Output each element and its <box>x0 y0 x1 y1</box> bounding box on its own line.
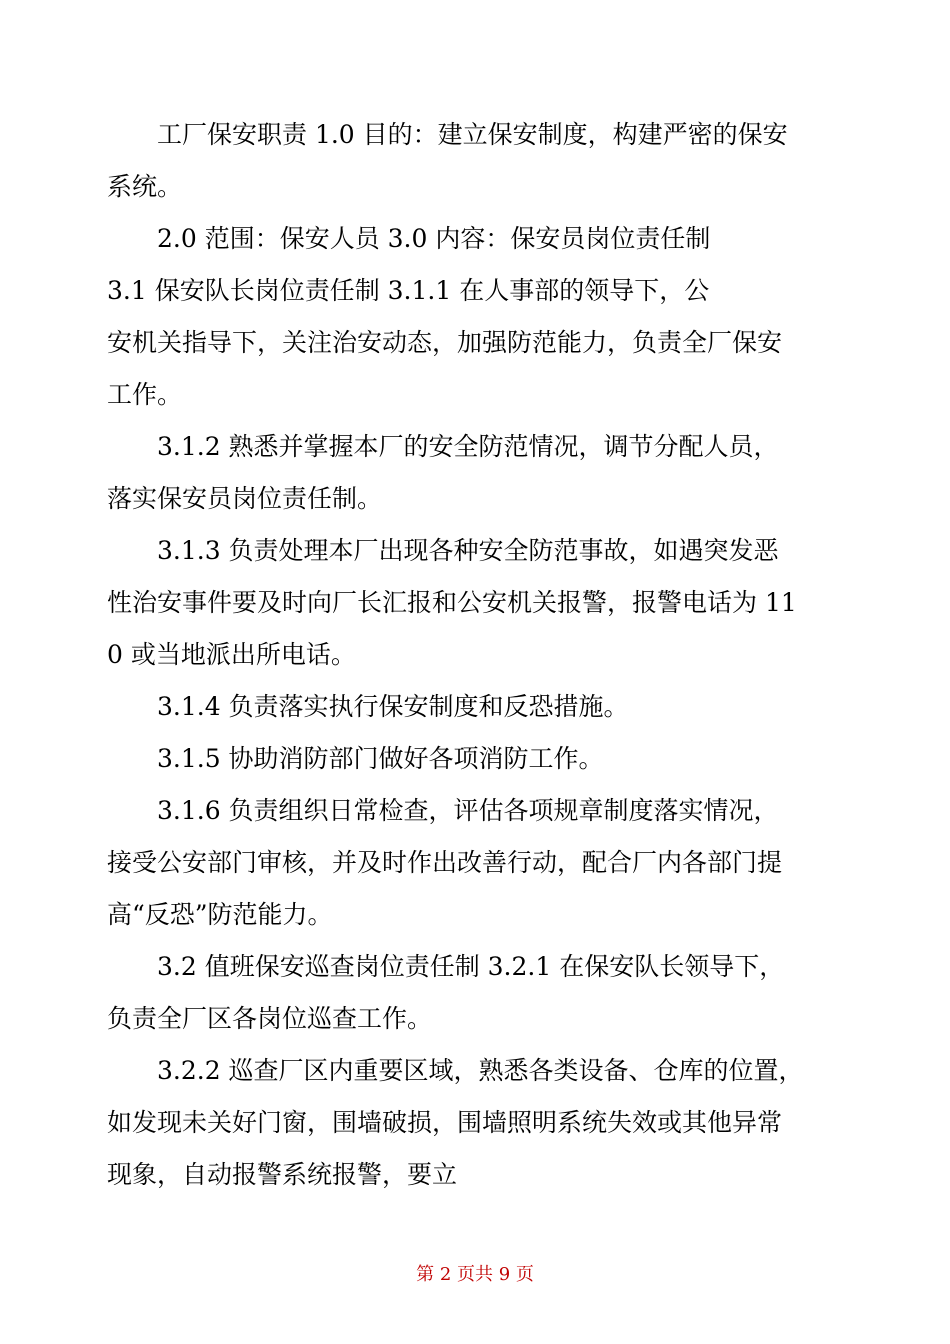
text-line: 如发现未关好门窗，围墙破损，围墙照明系统失效或其他异常 <box>107 1108 783 1137</box>
text-line: 负责全厂区各岗位巡查工作。 <box>107 1004 433 1033</box>
text-line: 落实保安员岗位责任制。 <box>107 484 383 513</box>
text-line: 3.1.3 负责处理本厂出现各种安全防范事故，如遇突发恶 <box>157 536 779 565</box>
text-line: 现象，自动报警系统报警，要立 <box>107 1160 458 1189</box>
text-line: 安机关指导下，关注治安动态，加强防范能力，负责全厂保安 <box>107 328 783 357</box>
text-line: 工作。 <box>107 380 183 409</box>
text-line: 3.1.2 熟悉并掌握本厂的安全防范情况，调节分配人员， <box>157 432 779 461</box>
text-line: 3.1.6 负责组织日常检查，评估各项规章制度落实情况， <box>157 796 779 825</box>
text-line: 3.1.5 协助消防部门做好各项消防工作。 <box>157 744 604 773</box>
text-line: 接受公安部门审核，并及时作出改善行动，配合厂内各部门提 <box>107 848 783 877</box>
text-line: 性治安事件要及时向厂长汇报和公安机关报警，报警电话为 11 <box>107 588 797 617</box>
text-line: 3.1.4 负责落实执行保安制度和反恐措施。 <box>157 692 629 721</box>
text-line: 3.1 保安队长岗位责任制 3.1.1 在人事部的领导下，公 <box>107 276 710 305</box>
text-line: 高“反恐”防范能力。 <box>107 900 333 929</box>
text-line: 系统。 <box>107 172 183 201</box>
text-line: 3.2 值班保安巡查岗位责任制 3.2.1 在保安队长领导下， <box>157 952 785 981</box>
text-line: 2.0 范围：保安人员 3.0 内容：保安员岗位责任制 <box>157 224 711 253</box>
text-line: 3.2.2 巡查厂区内重要区域，熟悉各类设备、仓库的位置， <box>157 1056 804 1085</box>
page-number-footer: 第 2 页共 9 页 <box>416 1264 534 1285</box>
text-line: 0 或当地派出所电话。 <box>107 640 356 669</box>
text-line: 工厂保安职责 1.0 目的：建立保安制度，构建严密的保安 <box>157 120 788 149</box>
